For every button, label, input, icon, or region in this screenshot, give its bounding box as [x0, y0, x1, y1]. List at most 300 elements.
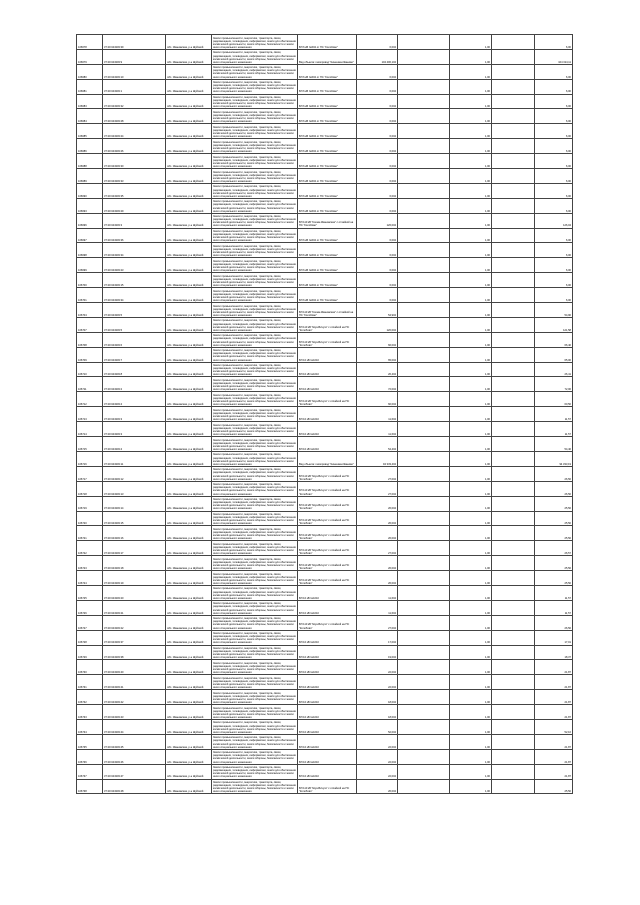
- land-category: Земли промышленности, энергетики, транспорта, связи, радиовещания, телевидения, информатики, земли для обеспечения космической деятельности, земли обороны, безопасности и земли иного специального назначения: [212, 49, 298, 64]
- object-description: ВЛ 6 кВ №604 от ПС "Колобово": [298, 64, 357, 79]
- land-category: Земли промышленности, энергетики, транспорта, связи, радиовещания, телевидения, информатики, земли для обеспечения космической деятельности, земли обороны, безопасности и земли иного специального назначения: [212, 109, 298, 124]
- coefficient-cell: 1,00: [450, 64, 492, 79]
- row-id: 106697: [77, 228, 103, 243]
- address-cell: обл. Ивановская, р-н Шуйский: [166, 437, 212, 452]
- land-category: Земли промышленности, энергетики, транспорта, связи, радиовещания, телевидения, информатики, земли для обеспечения космической деятельности, земли обороны, безопасности и земли иного специального назначения: [212, 749, 298, 764]
- empty-cell: [398, 764, 450, 779]
- cadastral-number: 37:20:044303:4: [103, 392, 166, 407]
- coefficient-cell: 1,00: [450, 109, 492, 124]
- object-description: ВЛ 10 кВ №1010: [298, 347, 357, 362]
- cadastral-number: 37:20:044303:13: [103, 481, 166, 496]
- table-row: [77, 422, 573, 437]
- total-cell: 17,01: [535, 630, 573, 645]
- object-description: ВЛ 10 кВ №1010: [298, 630, 357, 645]
- object-description: ВЛ 110 кВ "Шуя-Вичуга" с отпайкой на ПС "Колобово": [298, 571, 357, 586]
- total-cell: 6,00: [535, 258, 573, 273]
- empty-cell: [398, 258, 450, 273]
- land-category: Земли промышленности, энергетики, транспорта, связи, радиовещания, телевидения, информатики, земли для обеспечения космической деятельности, земли обороны, безопасности и земли иного специального назначения: [212, 571, 298, 586]
- empty-cell: [492, 705, 535, 720]
- row-id: 106733: [77, 705, 103, 720]
- cadastral-number: 37:20:044303:47: [103, 764, 166, 779]
- object-description: ВЛ 10 кВ №1010: [298, 690, 357, 705]
- value-cell: 27,004: [357, 481, 398, 496]
- total-cell: 6,00: [535, 64, 573, 79]
- row-id: 106709: [77, 347, 103, 362]
- coefficient-cell: 1,00: [450, 690, 492, 705]
- table-row: [77, 154, 573, 169]
- row-id: 106686: [77, 139, 103, 154]
- cadastral-number: 37:20:044303:12: [103, 466, 166, 481]
- coefficient-cell: 1,00: [450, 347, 492, 362]
- table-row: [77, 571, 573, 586]
- empty-cell: [398, 213, 450, 228]
- address-cell: обл. Ивановская, р-н Шуйский: [166, 198, 212, 213]
- total-cell: 25,50: [535, 779, 573, 794]
- value-cell: 6,004: [357, 94, 398, 109]
- total-cell: 6,00: [535, 228, 573, 243]
- coefficient-cell: 1,00: [450, 49, 492, 64]
- row-id: 106718: [77, 481, 103, 496]
- empty-cell: [492, 49, 535, 64]
- cadastral-number: 37:20:044303:34: [103, 243, 166, 258]
- total-cell: 54,90: [535, 303, 573, 318]
- cadastral-number: 37:20:044303:5: [103, 317, 166, 332]
- cadastral-number: 37:20:044303:29: [103, 198, 166, 213]
- cadastral-number: 37:20:044303:10: [103, 64, 166, 79]
- row-id: 106678: [77, 35, 103, 50]
- total-cell: 21,87: [535, 660, 573, 675]
- object-description: ВЛ 6 кВ №604 от ПС "Колобово": [298, 109, 357, 124]
- empty-cell: [398, 94, 450, 109]
- empty-cell: [398, 526, 450, 541]
- coefficient-cell: 1,00: [450, 243, 492, 258]
- table-row: [77, 630, 573, 645]
- cadastral-number: 37:20:044303:23: [103, 258, 166, 273]
- cadastral-number: 37:20:044303:37: [103, 630, 166, 645]
- row-id: 106727: [77, 615, 103, 630]
- table-row: [77, 779, 573, 794]
- total-cell: 25,50: [535, 556, 573, 571]
- row-id: 106732: [77, 690, 103, 705]
- empty-cell: [398, 273, 450, 288]
- total-cell: 6,00: [535, 109, 573, 124]
- coefficient-cell: 1,00: [450, 288, 492, 303]
- land-category: Земли промышленности, энергетики, транспорта, связи, радиовещания, телевидения, информатики, земли для обеспечения космической деятельности, земли обороны, безопасности и земли иного специального назначения: [212, 377, 298, 392]
- coefficient-cell: 1,00: [450, 660, 492, 675]
- land-category: Земли промышленности, энергетики, транспорта, связи, радиовещания, телевидения, информатики, земли для обеспечения космической деятельности, земли обороны, безопасности и земли иного специального назначения: [212, 511, 298, 526]
- row-id: 106728: [77, 630, 103, 645]
- coefficient-cell: 1,00: [450, 422, 492, 437]
- coefficient-cell: 1,00: [450, 571, 492, 586]
- table-row: [77, 377, 573, 392]
- total-cell: 60,50: [535, 392, 573, 407]
- land-category: Земли промышленности, энергетики, транспорта, связи, радиовещания, телевидения, информатики, земли для обеспечения космической деятельности, земли обороны, безопасности и земли иного специального назначения: [212, 154, 298, 169]
- land-category: Земли промышленности, энергетики, транспорта, связи, радиовещания, телевидения, информатики, земли для обеспечения космической деятельности, земли обороны, безопасности и земли иного специального назначения: [212, 79, 298, 94]
- table-row: [77, 392, 573, 407]
- coefficient-cell: 1,00: [450, 94, 492, 109]
- row-id: 106722: [77, 541, 103, 556]
- address-cell: обл. Ивановская, р-н Шуйский: [166, 288, 212, 303]
- empty-cell: [492, 511, 535, 526]
- register-rows: [77, 35, 573, 794]
- coefficient-cell: 1,00: [450, 139, 492, 154]
- land-category: Земли промышленности, энергетики, транспорта, связи, радиовещания, телевидения, информатики, земли для обеспечения космической деятельности, земли обороны, безопасности и земли иного специального назначения: [212, 183, 298, 198]
- cadastral-number: 37:20:044303:3: [103, 407, 166, 422]
- address-cell: обл. Ивановская, р-н Шуйский: [166, 660, 212, 675]
- cadastral-number: 37:20:044303:18: [103, 556, 166, 571]
- row-id: 106713: [77, 407, 103, 422]
- table-row: [77, 734, 573, 749]
- cadastral-number: 37:20:044303:42: [103, 690, 166, 705]
- total-cell: 25,50: [535, 571, 573, 586]
- empty-cell: [492, 600, 535, 615]
- empty-cell: [398, 228, 450, 243]
- land-category: Земли промышленности, энергетики, транспорта, связи, радиовещания, телевидения, информатики, земли для обеспечения космической деятельности, земли обороны, безопасности и земли иного специального назначения: [212, 228, 298, 243]
- total-cell: 11,57: [535, 600, 573, 615]
- value-cell: 6,004: [357, 273, 398, 288]
- total-cell: 126,04: [535, 213, 573, 228]
- land-category: Земли промышленности, энергетики, транспорта, связи, радиовещания, телевидения, информатики, земли для обеспечения космической деятельности, земли обороны, безопасности и земли иного специального назначения: [212, 347, 298, 362]
- land-category: Земли промышленности, энергетики, транспорта, связи, радиовещания, телевидения, информатики, земли для обеспечения космической деятельности, земли обороны, безопасности и земли иного специального назначения: [212, 422, 298, 437]
- coefficient-cell: 1,00: [450, 273, 492, 288]
- total-cell: 6,00: [535, 169, 573, 184]
- cadastral-number: 37:20:044303:11: [103, 451, 166, 466]
- address-cell: обл. Ивановская, р-н Шуйский: [166, 526, 212, 541]
- total-cell: 6,00: [535, 273, 573, 288]
- empty-cell: [398, 437, 450, 452]
- value-cell: 52,004: [357, 719, 398, 734]
- value-cell: 27,004: [357, 615, 398, 630]
- land-category: Земли промышленности, энергетики, транспорта, связи, радиовещания, телевидения, информатики, земли для обеспечения космической деятельности, земли обороны, безопасности и земли иного специального назначения: [212, 362, 298, 377]
- table-row: [77, 64, 573, 79]
- object-description: ВЛ 6 кВ №604 от ПС "Колобово": [298, 243, 357, 258]
- land-category: Земли промышленности, энергетики, транспорта, связи, радиовещания, телевидения, информатики, земли для обеспечения космической деятельности, земли обороны, безопасности и земли иного специального назначения: [212, 317, 298, 332]
- coefficient-cell: 1,00: [450, 35, 492, 50]
- land-category: Земли промышленности, энергетики, транспорта, связи, радиовещания, телевидения, информатики, земли для обеспечения космической деятельности, земли обороны, безопасности и земли иного специального назначения: [212, 273, 298, 288]
- value-cell: 54,904: [357, 303, 398, 318]
- value-cell: 6,004: [357, 35, 398, 50]
- cadastral-number: 37:20:044303:15: [103, 273, 166, 288]
- row-id: 106715: [77, 437, 103, 452]
- empty-cell: [398, 109, 450, 124]
- land-category: Земли промышленности, энергетики, транспорта, связи, радиовещания, телевидения, информатики, земли для обеспечения космической деятельности, земли обороны, безопасности и земли иного специального назначения: [212, 705, 298, 720]
- land-category: Земли промышленности, энергетики, транспорта, связи, радиовещания, телевидения, информатики, земли для обеспечения космической деятельности, земли обороны, безопасности и земли иного специального назначения: [212, 630, 298, 645]
- row-id: 106716: [77, 451, 103, 466]
- coefficient-cell: 1,00: [450, 466, 492, 481]
- empty-cell: [492, 779, 535, 794]
- value-cell: 126,004: [357, 213, 398, 228]
- empty-cell: [398, 660, 450, 675]
- value-cell: 6,004: [357, 183, 398, 198]
- value-cell: 60,004: [357, 392, 398, 407]
- land-category: Земли промышленности, энергетики, транспорта, связи, радиовещания, телевидения, информатики, земли для обеспечения космической деятельности, земли обороны, безопасности и земли иного специального назначения: [212, 124, 298, 139]
- table-row: [77, 258, 573, 273]
- empty-cell: [398, 362, 450, 377]
- object-description: ВЛ 6 кВ №604 от ПС "Колобово": [298, 198, 357, 213]
- land-register-table: [76, 34, 573, 794]
- object-description: ВЛ 110 кВ "Шуя-Вичуга" с отпайкой на ПС "Колобово": [298, 511, 357, 526]
- address-cell: обл. Ивановская, р-н Шуйский: [166, 49, 212, 64]
- row-id: 106737: [77, 764, 103, 779]
- land-category: Земли промышленности, энергетики, транспорта, связи, радиовещания, телевидения, информатики, земли для обеспечения космической деятельности, земли обороны, безопасности и земли иного специального назначения: [212, 213, 298, 228]
- empty-cell: [398, 422, 450, 437]
- table-row: [77, 749, 573, 764]
- total-cell: 26,50: [535, 481, 573, 496]
- row-id: 106724: [77, 571, 103, 586]
- value-cell: 22,004: [357, 660, 398, 675]
- table-row: [77, 645, 573, 660]
- value-cell: 26,004: [357, 779, 398, 794]
- cadastral-number: 37:20:044303:21: [103, 600, 166, 615]
- address-cell: обл. Ивановская, р-н Шуйский: [166, 645, 212, 660]
- cadastral-number: 37:20:044303:20: [103, 585, 166, 600]
- empty-cell: [492, 35, 535, 50]
- coefficient-cell: 1,00: [450, 675, 492, 690]
- address-cell: обл. Ивановская, р-н Шуйский: [166, 407, 212, 422]
- cadastral-number: 37:20:044303:36: [103, 228, 166, 243]
- row-id: 106698: [77, 243, 103, 258]
- cadastral-number: 37:20:044303:22: [103, 615, 166, 630]
- value-cell: 22,004: [357, 675, 398, 690]
- cadastral-number: 37:20:044303:45: [103, 734, 166, 749]
- empty-cell: [398, 481, 450, 496]
- address-cell: обл. Ивановская, р-н Шуйский: [166, 541, 212, 556]
- total-cell: 66,40: [535, 332, 573, 347]
- address-cell: обл. Ивановская, р-н Шуйский: [166, 481, 212, 496]
- cadastral-number: 37:20:044303:4: [103, 437, 166, 452]
- empty-cell: [398, 64, 450, 79]
- total-cell: 104 314,11: [535, 49, 573, 64]
- object-description: ВЛ 110 кВ "Кохма-Ивановская" с отпайкой на ПС "Колобово": [298, 213, 357, 228]
- empty-cell: [398, 183, 450, 198]
- empty-cell: [492, 273, 535, 288]
- row-id: 106738: [77, 779, 103, 794]
- table-row: [77, 660, 573, 675]
- address-cell: обл. Ивановская, р-н Шуйский: [166, 124, 212, 139]
- empty-cell: [492, 109, 535, 124]
- table-row: [77, 79, 573, 94]
- coefficient-cell: 1,00: [450, 451, 492, 466]
- row-id: 106735: [77, 734, 103, 749]
- value-cell: 26,404: [357, 362, 398, 377]
- address-cell: обл. Ивановская, р-н Шуйский: [166, 600, 212, 615]
- row-id: 106719: [77, 496, 103, 511]
- address-cell: обл. Ивановская, р-н Шуйский: [166, 303, 212, 318]
- coefficient-cell: 1,00: [450, 541, 492, 556]
- value-cell: 94 333,404: [357, 451, 398, 466]
- land-category: Земли промышленности, энергетики, транспорта, связи, радиовещания, телевидения, информатики, земли для обеспечения космической деятельности, земли обороны, безопасности и земли иного специального назначения: [212, 64, 298, 79]
- total-cell: 121,58: [535, 317, 573, 332]
- table-row: [77, 541, 573, 556]
- empty-cell: [492, 451, 535, 466]
- empty-cell: [492, 154, 535, 169]
- empty-cell: [398, 392, 450, 407]
- row-id: 106689: [77, 169, 103, 184]
- value-cell: 26,004: [357, 571, 398, 586]
- address-cell: обл. Ивановская, р-н Шуйский: [166, 690, 212, 705]
- land-category: Земли промышленности, энергетики, транспорта, связи, радиовещания, телевидения, информатики, земли для обеспечения космической деятельности, земли обороны, безопасности и земли иного специального назначения: [212, 556, 298, 571]
- total-cell: 65,00: [535, 347, 573, 362]
- empty-cell: [398, 511, 450, 526]
- row-id: 106721: [77, 526, 103, 541]
- empty-cell: [492, 660, 535, 675]
- empty-cell: [492, 466, 535, 481]
- address-cell: обл. Ивановская, р-н Шуйский: [166, 332, 212, 347]
- empty-cell: [398, 600, 450, 615]
- coefficient-cell: 1,00: [450, 511, 492, 526]
- cadastral-number: 37:20:044303:1: [103, 79, 166, 94]
- value-cell: 18,004: [357, 690, 398, 705]
- cadastral-number: 37:20:044303:14: [103, 496, 166, 511]
- object-description: ВЛ 6 кВ №604 от ПС "Колобово": [298, 258, 357, 273]
- coefficient-cell: 1,00: [450, 705, 492, 720]
- empty-cell: [398, 79, 450, 94]
- object-description: ВЛ 10 кВ №1010: [298, 362, 357, 377]
- empty-cell: [398, 49, 450, 64]
- address-cell: обл. Ивановская, р-н Шуйский: [166, 228, 212, 243]
- empty-cell: [492, 124, 535, 139]
- total-cell: 6,00: [535, 183, 573, 198]
- empty-cell: [492, 243, 535, 258]
- value-cell: 6,004: [357, 228, 398, 243]
- row-id: 106681: [77, 79, 103, 94]
- total-cell: 54,40: [535, 437, 573, 452]
- coefficient-cell: 1,00: [450, 600, 492, 615]
- table-row: [77, 49, 573, 64]
- empty-cell: [492, 392, 535, 407]
- value-cell: 72,004: [357, 377, 398, 392]
- cadastral-number: 37:20:044303:43: [103, 705, 166, 720]
- object-description: ВЛ 10 кВ №1010: [298, 719, 357, 734]
- empty-cell: [492, 169, 535, 184]
- coefficient-cell: 1,00: [450, 719, 492, 734]
- object-description: ВЛ 10 кВ №1010: [298, 377, 357, 392]
- total-cell: 6,00: [535, 154, 573, 169]
- value-cell: 19,004: [357, 645, 398, 660]
- total-cell: 6,00: [535, 94, 573, 109]
- cadastral-number: 37:20:044303:46: [103, 749, 166, 764]
- table-row: [77, 705, 573, 720]
- table-row: [77, 347, 573, 362]
- empty-cell: [492, 258, 535, 273]
- empty-cell: [492, 645, 535, 660]
- table-row: [77, 332, 573, 347]
- table-row: [77, 139, 573, 154]
- total-cell: 21,87: [535, 705, 573, 720]
- address-cell: обл. Ивановская, р-н Шуйский: [166, 169, 212, 184]
- object-description: ВЛ 6 кВ №604 от ПС "Колобово": [298, 94, 357, 109]
- empty-cell: [398, 585, 450, 600]
- land-category: Земли промышленности, энергетики, транспорта, связи, радиовещания, телевидения, информатики, земли для обеспечения космической деятельности, земли обороны, безопасности и земли иного специального назначения: [212, 541, 298, 556]
- object-description: Вид объекта: газопровод "Кинешма-Иваново": [298, 49, 357, 64]
- address-cell: обл. Ивановская, р-н Шуйский: [166, 183, 212, 198]
- value-cell: 6,004: [357, 258, 398, 273]
- land-category: Земли промышленности, энергетики, транспорта, связи, радиовещания, телевидения, информатики, земли для обеспечения космической деятельности, земли обороны, безопасности и земли иного специального назначения: [212, 139, 298, 154]
- empty-cell: [398, 734, 450, 749]
- table-row: [77, 303, 573, 318]
- table-row: [77, 109, 573, 124]
- row-id: 106688: [77, 154, 103, 169]
- cadastral-number: 37:20:044303:34: [103, 288, 166, 303]
- total-cell: 21,87: [535, 690, 573, 705]
- coefficient-cell: 1,00: [450, 213, 492, 228]
- land-category: Земли промышленности, энергетики, транспорта, связи, радиовещания, телевидения, информатики, земли для обеспечения космической деятельности, земли обороны, безопасности и земли иного специального назначения: [212, 600, 298, 615]
- coefficient-cell: 1,00: [450, 437, 492, 452]
- address-cell: обл. Ивановская, р-н Шуйский: [166, 154, 212, 169]
- coefficient-cell: 1,00: [450, 303, 492, 318]
- row-id: 106699: [77, 258, 103, 273]
- total-cell: 21,87: [535, 734, 573, 749]
- address-cell: обл. Ивановская, р-н Шуйский: [166, 585, 212, 600]
- register-sheet: [76, 34, 572, 794]
- table-row: [77, 94, 573, 109]
- empty-cell: [398, 377, 450, 392]
- land-category: Земли промышленности, энергетики, транспорта, связи, радиовещания, телевидения, информатики, земли для обеспечения космической деятельности, земли обороны, безопасности и земли иного специального назначения: [212, 303, 298, 318]
- table-row: [77, 496, 573, 511]
- cadastral-number: 37:20:044303:6: [103, 332, 166, 347]
- land-category: Земли промышленности, энергетики, транспорта, связи, радиовещания, телевидения, информатики, земли для обеспечения космической деятельности, земли обороны, безопасности и земли иного специального назначения: [212, 496, 298, 511]
- empty-cell: [398, 556, 450, 571]
- address-cell: обл. Ивановская, р-н Шуйский: [166, 213, 212, 228]
- total-cell: 11,57: [535, 407, 573, 422]
- row-id: 106734: [77, 719, 103, 734]
- row-id: 106704: [77, 303, 103, 318]
- empty-cell: [398, 451, 450, 466]
- address-cell: обл. Ивановская, р-н Шуйский: [166, 511, 212, 526]
- land-category: Земли промышленности, энергетики, транспорта, связи, радиовещания, телевидения, информатики, земли для обеспечения космической деятельности, земли обороны, безопасности и земли иного специального назначения: [212, 615, 298, 630]
- row-id: 106690: [77, 183, 103, 198]
- coefficient-cell: 1,00: [450, 198, 492, 213]
- cadastral-number: 37:20:044303:38: [103, 645, 166, 660]
- coefficient-cell: 1,00: [450, 615, 492, 630]
- land-category: Земли промышленности, энергетики, транспорта, связи, радиовещания, телевидения, информатики, земли для обеспечения космической деятельности, земли обороны, безопасности и земли иного специального назначения: [212, 526, 298, 541]
- row-id: 106723: [77, 556, 103, 571]
- empty-cell: [492, 734, 535, 749]
- empty-cell: [492, 541, 535, 556]
- object-description: ВЛ 110 кВ "Шуя-Вичуга" с отпайкой на ПС "Колобово": [298, 317, 357, 332]
- value-cell: 11,604: [357, 407, 398, 422]
- row-id: 106708: [77, 332, 103, 347]
- land-category: Земли промышленности, энергетики, транспорта, связи, радиовещания, телевидения, информатики, земли для обеспечения космической деятельности, земли обороны, безопасности и земли иного специального назначения: [212, 719, 298, 734]
- land-category: Земли промышленности, энергетики, транспорта, связи, радиовещания, телевидения, информатики, земли для обеспечения космической деятельности, земли обороны, безопасности и земли иного специального назначения: [212, 198, 298, 213]
- value-cell: 11,604: [357, 422, 398, 437]
- empty-cell: [492, 496, 535, 511]
- object-description: ВЛ 6 кВ №604 от ПС "Колобово": [298, 228, 357, 243]
- value-cell: 27,004: [357, 541, 398, 556]
- object-description: ВЛ 10 кВ №1010: [298, 734, 357, 749]
- empty-cell: [492, 183, 535, 198]
- total-cell: 26,57: [535, 541, 573, 556]
- value-cell: 54,404: [357, 437, 398, 452]
- address-cell: обл. Ивановская, р-н Шуйский: [166, 362, 212, 377]
- land-category: Земли промышленности, энергетики, транспорта, связи, радиовещания, телевидения, информатики, земли для обеспечения космической деятельности, земли обороны, безопасности и земли иного специального назначения: [212, 392, 298, 407]
- empty-cell: [398, 139, 450, 154]
- row-id: 106730: [77, 660, 103, 675]
- coefficient-cell: 1,00: [450, 779, 492, 794]
- cadastral-number: 37:20:044303:15: [103, 511, 166, 526]
- coefficient-cell: 1,00: [450, 749, 492, 764]
- empty-cell: [398, 466, 450, 481]
- cadastral-number: 37:20:044303:3: [103, 213, 166, 228]
- object-description: ВЛ 6 кВ №604 от ПС "Колобово": [298, 154, 357, 169]
- object-description: ВЛ 110 кВ "Шуя-Вичуга" с отпайкой на ПС "Колобово": [298, 392, 357, 407]
- coefficient-cell: 1,00: [450, 183, 492, 198]
- table-row: [77, 451, 573, 466]
- address-cell: обл. Ивановская, р-н Шуйский: [166, 258, 212, 273]
- address-cell: обл. Ивановская, р-н Шуйский: [166, 734, 212, 749]
- address-cell: обл. Ивановская, р-н Шуйский: [166, 109, 212, 124]
- address-cell: обл. Ивановская, р-н Шуйский: [166, 377, 212, 392]
